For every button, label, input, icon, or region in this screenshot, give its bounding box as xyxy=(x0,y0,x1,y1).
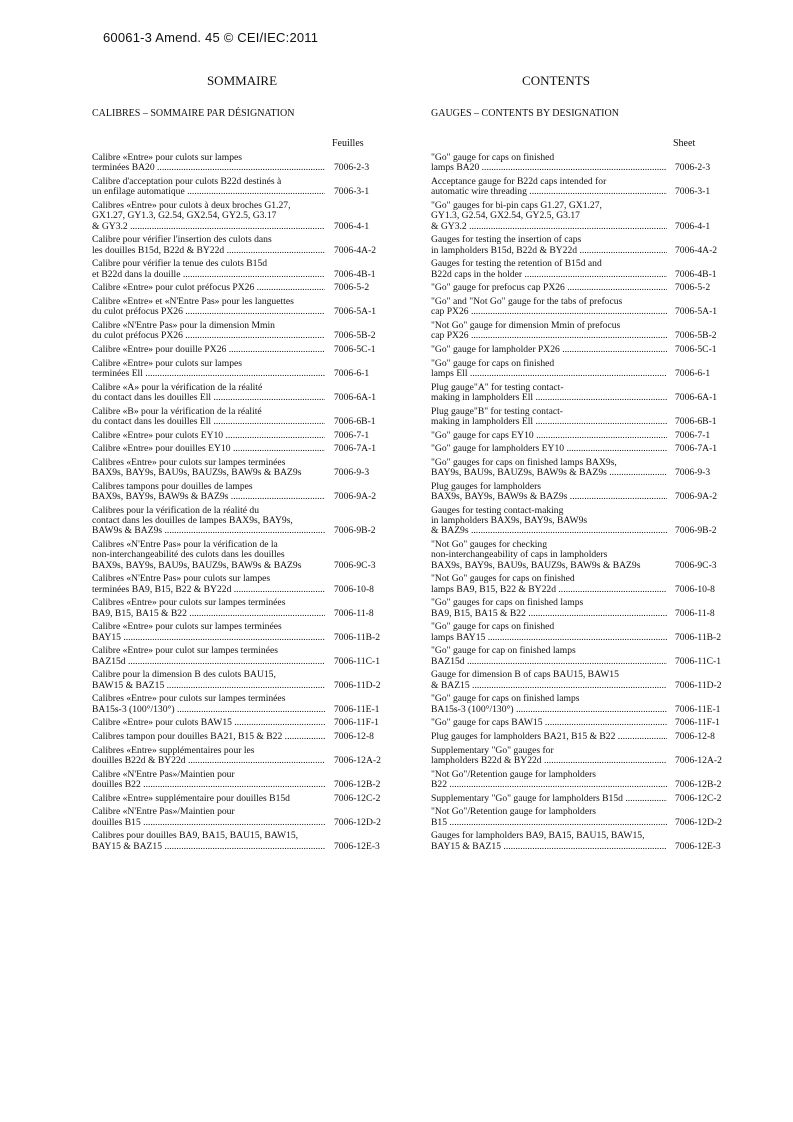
sheet-number: 7006-6B-1 xyxy=(334,415,376,427)
french-contents-list xyxy=(92,153,392,855)
entry-title-line: douilles B15 ..... xyxy=(92,818,325,828)
entry-title-line: in lampholders B15d, B22d & BY22d ..... xyxy=(431,246,667,256)
entry-title-line: GY1.3, G2.54, GX2.54, GY2.5, G3.17 xyxy=(431,211,580,222)
toc-entry[interactable] xyxy=(431,770,741,791)
entry-title-line: non-interchangeabilité des culots dans les douilles xyxy=(92,550,285,561)
entry-title-line: du contact dans les douilles Ell ..... xyxy=(92,393,325,403)
entry-title-line: Calibre «Entre» pour culots sur lampes terminées xyxy=(92,622,282,633)
sheet-number: 7006-5-2 xyxy=(334,282,370,294)
entry-title-line: Plug gauges for lampholders xyxy=(431,481,542,492)
toc-entry[interactable] xyxy=(92,345,392,355)
entry-title-line: Calibres pour douilles BA9, BA15, BAU15, BAW15, xyxy=(92,831,299,842)
entry-title-line: B22d caps in the holder ..... xyxy=(431,270,667,280)
sheet-number: 7006-11B-2 xyxy=(334,631,381,643)
entry-title-line: Plug gauges for lampholders BA21, B15 & B22 ..... xyxy=(431,732,667,742)
entry-title-line: BAZ15d ..... xyxy=(431,657,667,667)
entry-title-line: "Go" gauges for bi-pin caps G1.27, GX1.27, xyxy=(431,200,602,211)
sheet-number: 7006-11E-1 xyxy=(334,703,380,715)
entry-title-line: BAY9s, BAU9s, BAUZ9s, BAW9s & BAZ9s ..... xyxy=(431,468,667,478)
entry-title-line: Calibre «Entre» supplémentaire pour douilles B15d xyxy=(92,793,290,804)
sheet-number: 7006-4B-1 xyxy=(675,268,717,280)
sheet-number: 7006-11-8 xyxy=(334,607,374,619)
toc-entry[interactable] xyxy=(92,506,392,537)
toc-entry[interactable] xyxy=(431,831,741,852)
toc-entry[interactable] xyxy=(92,383,392,404)
sheet-number: 7006-12-8 xyxy=(334,731,374,743)
sheet-number: 7006-11C-1 xyxy=(675,655,722,667)
entry-title-line: cap PX26 ..... xyxy=(431,307,667,317)
entry-title-line: "Go" gauge for cap on finished lamps xyxy=(431,646,576,657)
entry-title-line: Calibres «Entre» pour culots sur lampes terminées xyxy=(92,598,286,609)
entry-title-line: Acceptance gauge for B22d caps intended for xyxy=(431,176,607,187)
entry-title-line: BAY15 & BAZ15 ..... xyxy=(431,842,667,852)
entry-title-line: BAZ15d ..... xyxy=(92,657,325,667)
sheet-number: 7006-9A-2 xyxy=(334,491,377,503)
entry-title-line: lamps BAY15 ..... xyxy=(431,633,667,643)
toc-entry[interactable] xyxy=(431,646,741,667)
sheet-number: 7006-11C-1 xyxy=(334,655,381,667)
entry-title-line: Calibre «Entre» pour culot sur lampes terminées xyxy=(92,646,278,657)
entry-title-line: cap PX26 ..... xyxy=(431,331,667,341)
entry-title-line: BAX9s, BAY9s, BAU9s, BAUZ9s, BAW9s & BAZ9s xyxy=(92,560,302,571)
sheet-number: 7006-4A-2 xyxy=(675,244,718,256)
toc-entry[interactable] xyxy=(92,732,392,742)
sheet-number: 7006-3-1 xyxy=(334,186,370,198)
entry-title-line: "Go" gauge for caps BAW15 ..... xyxy=(431,718,667,728)
entry-title-line: Calibre pour vérifier la tenue des culots B15d xyxy=(92,259,268,270)
sheet-number: 7006-11E-1 xyxy=(675,703,721,715)
entry-title-line: Calibres «N'Entre Pas» pour culots sur lampes xyxy=(92,574,271,585)
sheet-number: 7006-6A-1 xyxy=(675,391,718,403)
entry-title-line: Supplementary "Go" gauges for xyxy=(431,745,554,756)
entry-title-line: douilles B22 ..... xyxy=(92,780,325,790)
entry-title-line: "Go" gauge for caps on finished xyxy=(431,153,555,163)
sheet-number: 7006-11D-2 xyxy=(675,679,722,691)
entry-title-line: Calibre «Entre» pour culots sur lampes xyxy=(92,358,243,369)
entry-title-line: BAX9s, BAY9s, BAW9s & BAZ9s ..... xyxy=(92,492,325,502)
sheet-number: 7006-7-1 xyxy=(675,429,711,441)
entry-title-line: terminées BA20 ..... xyxy=(92,163,325,173)
entry-title-line: Calibre «Entre» pour culots EY10 ..... xyxy=(92,431,325,441)
sheet-number: 7006-10-8 xyxy=(675,583,715,595)
sheet-number: 7006-12D-2 xyxy=(334,816,381,828)
toc-entry[interactable] xyxy=(92,321,392,342)
entry-title-line: BAW15 & BAZ15 ..... xyxy=(92,681,325,691)
toc-entry[interactable] xyxy=(431,407,741,428)
entry-title-line: terminées Ell ..... xyxy=(92,369,325,379)
entry-title-line: du contact dans les douilles Ell ..... xyxy=(92,417,325,427)
entry-title-line: automatic wire threading ..... xyxy=(431,187,667,197)
entry-title-line: Calibre «N'Entre Pas»/Maintien pour xyxy=(92,769,235,780)
entry-title-line: BAX9s, BAY9s, BAU9s, BAUZ9s, BAW9s & BAZ9s xyxy=(92,468,302,479)
toc-entry[interactable] xyxy=(431,746,741,767)
entry-title-line: un enfilage automatique ..... xyxy=(92,187,325,197)
toc-entry[interactable] xyxy=(431,321,741,342)
sheet-number: 7006-11F-1 xyxy=(334,717,379,729)
sheet-number: 7006-12C-2 xyxy=(675,792,722,804)
toc-entry[interactable] xyxy=(431,506,741,537)
sheet-number: 7006-9B-2 xyxy=(334,525,376,537)
toc-entry[interactable] xyxy=(431,794,741,804)
entry-title-line: & GY3.2 ..... xyxy=(92,222,325,232)
entry-title-line: & BAZ15 ..... xyxy=(431,681,667,691)
sheet-number: 7006-11-8 xyxy=(675,607,715,619)
sheet-number: 7006-9-3 xyxy=(675,467,711,479)
sheet-number: 7006-3-1 xyxy=(675,186,711,198)
entry-title-line: BA9, B15, BA15 & B22 ..... xyxy=(92,609,325,619)
sheet-number: 7006-5C-1 xyxy=(334,343,376,355)
entry-title-line: making in lampholders Ell ..... xyxy=(431,417,667,427)
toc-entry[interactable] xyxy=(92,694,392,715)
sheet-number: 7006-11D-2 xyxy=(334,679,381,691)
entry-title-line: Calibres tampon pour douilles BA21, B15 & B22 ..... xyxy=(92,732,325,742)
entry-title-line: Calibre «Entre» pour culot préfocus PX26 ..... xyxy=(92,283,325,293)
entry-title-line: Calibre «A» pour la vérification de la réalité xyxy=(92,382,263,393)
entry-title-line: "Go" gauge for caps on finished lamps xyxy=(431,694,580,705)
entry-title-line: lamps Ell ..... xyxy=(431,369,667,379)
french-subtitle: CALIBRES – SOMMAIRE PAR DÉSIGNATION xyxy=(92,108,295,119)
toc-entry[interactable] xyxy=(431,235,741,256)
entry-title-line: lampholders B22d & BY22d ..... xyxy=(431,756,667,766)
toc-entry[interactable] xyxy=(431,431,741,441)
sheet-number: 7006-4A-2 xyxy=(334,244,377,256)
entry-title-line: Calibres tampons pour douilles de lampes xyxy=(92,481,253,492)
toc-entry[interactable] xyxy=(92,622,392,643)
toc-entry[interactable] xyxy=(92,746,392,767)
entry-title-line: et B22d dans la douille ..... xyxy=(92,270,325,280)
entry-title-line: BAX9s, BAY9s, BAW9s & BAZ9s ..... xyxy=(431,492,667,502)
entry-title-line: "Not Go" gauge for dimension Mmin of prefocus xyxy=(431,320,621,331)
toc-entry[interactable] xyxy=(431,297,741,318)
sheet-number: 7006-12E-3 xyxy=(334,840,380,852)
sheet-number: 7006-9C-3 xyxy=(675,559,717,571)
toc-entry[interactable] xyxy=(431,458,741,479)
french-column-heading: Feuilles xyxy=(332,138,364,149)
toc-entry[interactable] xyxy=(431,383,741,404)
entry-title-line: Calibre d'acceptation pour culots B22d destinés à xyxy=(92,176,282,187)
toc-entry[interactable] xyxy=(431,345,741,355)
sheet-number: 7006-4-1 xyxy=(334,220,370,232)
entry-title-line: Calibres «N'Entre Pas» pour la vérification de la xyxy=(92,540,278,551)
toc-entry[interactable] xyxy=(92,177,392,198)
entry-title-line: terminées BA9, B15, B22 & BY22d ..... xyxy=(92,585,325,595)
sheet-number: 7006-9A-2 xyxy=(675,491,718,503)
toc-entry[interactable] xyxy=(92,540,392,571)
entry-title-line: Calibre «N'Entre Pas»/Maintien pour xyxy=(92,807,235,818)
entry-title-line: BAY15 & BAZ15 ..... xyxy=(92,842,325,852)
entry-title-line: "Go" gauges for caps on finished lamps xyxy=(431,598,584,609)
sheet-number: 7006-6A-1 xyxy=(334,391,377,403)
sheet-number: 7006-9B-2 xyxy=(675,525,717,537)
document-header: 60061-3 Amend. 45 © CEI/IEC:2011 xyxy=(103,30,319,45)
toc-entry[interactable] xyxy=(431,732,741,742)
sheet-number: 7006-12D-2 xyxy=(675,816,722,828)
sheet-number: 7006-7A-1 xyxy=(675,443,718,455)
sheet-number: 7006-12B-2 xyxy=(334,778,381,790)
entry-title-line: Supplementary "Go" gauge for lampholders B15d ..... xyxy=(431,794,667,804)
toc-entry[interactable] xyxy=(92,153,392,174)
entry-title-line: Gauge for dimension B of caps BAU15, BAW15 xyxy=(431,670,619,681)
entry-title-line: B22 ..... xyxy=(431,780,667,790)
entry-title-line: Plug gauge"B" for testing contact- xyxy=(431,406,563,417)
entry-title-line: B15 ..... xyxy=(431,818,667,828)
toc-entry[interactable] xyxy=(431,670,741,691)
entry-title-line: Calibres «Entre» pour culots à deux broches G1.27, xyxy=(92,200,291,211)
entry-title-line: "Go" gauge for lampholders EY10 ..... xyxy=(431,444,667,454)
entry-title-line: Calibre pour la dimension B des culots BAU15, xyxy=(92,670,276,681)
entry-title-line: "Not Go" gauges for caps on finished xyxy=(431,574,575,585)
sheet-number: 7006-9-3 xyxy=(334,467,370,479)
sheet-number: 7006-12A-2 xyxy=(675,755,722,766)
toc-entry[interactable] xyxy=(431,694,741,715)
entry-title-line: in lampholders BAX9s, BAY9s, BAW9s xyxy=(431,516,588,527)
sheet-number: 7006-4B-1 xyxy=(334,268,376,280)
sheet-number: 7006-2-3 xyxy=(334,162,370,174)
entry-title-line: BA9, B15, BA15 & B22 ..... xyxy=(431,609,667,619)
toc-entry[interactable] xyxy=(431,574,741,595)
toc-entry[interactable] xyxy=(92,259,392,280)
entry-title-line: contact dans les douilles de lampes BAX9s, BAY9s, xyxy=(92,516,293,527)
entry-title-line: Plug gauge"A" for testing contact- xyxy=(431,382,564,393)
entry-title-line: & BAZ9s ..... xyxy=(431,526,667,536)
toc-entry[interactable] xyxy=(92,444,392,454)
entry-title-line: non-interchangeability of caps in lampholders xyxy=(431,550,608,561)
entry-title-line: "Go" gauges for caps on finished lamps BAX9s, xyxy=(431,457,617,468)
entry-title-line: "Go" gauge for caps on finished xyxy=(431,358,555,369)
entry-title-line: Calibres «Entre» pour culots sur lampes terminées xyxy=(92,457,286,468)
toc-entry[interactable] xyxy=(431,718,741,728)
entry-title-line: BAX9s, BAY9s, BAU9s, BAUZ9s, BAW9s & BAZ9s xyxy=(431,560,641,571)
entry-title-line: "Go" and "Not Go" gauge for the tabs of prefocus xyxy=(431,296,623,307)
entry-title-line: Calibre «N'Entre Pas» pour la dimension Mmin xyxy=(92,320,275,331)
entry-title-line: du culot préfocus PX26 ..... xyxy=(92,307,325,317)
toc-entry[interactable] xyxy=(431,359,741,380)
toc-entry[interactable] xyxy=(92,831,392,852)
entry-title-line: Calibre «Entre» pour douilles EY10 ..... xyxy=(92,444,325,454)
sheet-number: 7006-5C-1 xyxy=(675,343,717,355)
sheet-number: 7006-12B-2 xyxy=(675,778,722,790)
entry-title-line: Calibre «Entre» et «N'Entre Pas» pour les languettes xyxy=(92,296,294,307)
sheet-number: 7006-5B-2 xyxy=(334,330,376,342)
entry-title-line: BA15s-3 (100°/130°) ..... xyxy=(431,705,667,715)
toc-entry[interactable] xyxy=(92,794,392,804)
sheet-number: 7006-11B-2 xyxy=(675,631,722,643)
toc-entry[interactable] xyxy=(92,598,392,619)
toc-entry[interactable] xyxy=(431,444,741,454)
toc-entry[interactable] xyxy=(431,622,741,643)
entry-title-line: Calibre «Entre» pour culots sur lampes xyxy=(92,153,243,163)
sheet-number: 7006-5A-1 xyxy=(675,306,718,318)
toc-entry[interactable] xyxy=(92,458,392,479)
entry-title-line: & GY3.2 ..... xyxy=(431,222,667,232)
french-title: SOMMAIRE xyxy=(206,73,278,88)
english-subtitle: GAUGES – CONTENTS BY DESIGNATION xyxy=(431,108,619,119)
toc-entry[interactable] xyxy=(431,259,741,280)
toc-entry[interactable] xyxy=(431,482,741,503)
entry-title-line: "Go" gauge for prefocus cap PX26 ..... xyxy=(431,283,667,293)
toc-entry[interactable] xyxy=(92,670,392,691)
entry-title-line: "Not Go" gauges for checking xyxy=(431,540,547,551)
toc-entry[interactable] xyxy=(431,283,741,293)
english-column-heading: Sheet xyxy=(673,138,696,149)
entry-title-line: "Not Go"/Retention gauge for lampholders xyxy=(431,769,597,780)
entry-title-line: BA15s-3 (100°/130°) ..... xyxy=(92,705,325,715)
sheet-number: 7006-5-2 xyxy=(675,282,711,294)
sheet-number: 7006-12E-3 xyxy=(675,840,721,852)
entry-title-line: Calibre «Entre» pour culots BAW15 ..... xyxy=(92,718,325,728)
sheet-number: 7006-6-1 xyxy=(334,367,370,379)
toc-entry[interactable] xyxy=(431,201,741,232)
toc-entry[interactable] xyxy=(92,235,392,256)
toc-entry[interactable] xyxy=(92,718,392,728)
entry-title-line: lamps BA9, B15, B22 & BY22d ..... xyxy=(431,585,667,595)
entry-title-line: du culot préfocus PX26 ..... xyxy=(92,331,325,341)
sheet-number: 7006-12C-2 xyxy=(334,792,381,804)
toc-entry[interactable] xyxy=(92,431,392,441)
english-title: CONTENTS xyxy=(522,73,590,88)
entry-title-line: Calibre «B» pour la vérification de la réalité xyxy=(92,406,262,417)
entry-title-line: making in lampholders Ell ..... xyxy=(431,393,667,403)
sheet-number: 7006-6B-1 xyxy=(675,415,717,427)
toc-entry[interactable] xyxy=(92,359,392,380)
sheet-number: 7006-5A-1 xyxy=(334,306,377,318)
sheet-number: 7006-12A-2 xyxy=(334,755,381,766)
toc-entry[interactable] xyxy=(92,201,392,232)
entry-title-line: "Go" gauge for lampholder PX26 ..... xyxy=(431,345,667,355)
sheet-number: 7006-7A-1 xyxy=(334,443,377,455)
entry-title-line: lamps BA20 ..... xyxy=(431,163,667,173)
entry-title-line: Calibre «Entre» pour douille PX26 ..... xyxy=(92,345,325,355)
toc-entry[interactable] xyxy=(431,807,741,828)
toc-entry[interactable] xyxy=(92,407,392,428)
entry-title-line: Gauges for testing the retention of B15d and xyxy=(431,259,602,270)
sheet-number: 7006-2-3 xyxy=(675,162,711,174)
entry-title-line: Calibres pour la vérification de la réalité du xyxy=(92,505,260,516)
toc-entry[interactable] xyxy=(431,153,741,174)
entry-title-line: Calibre pour vérifier l'insertion des culots dans xyxy=(92,235,272,246)
sheet-number: 7006-6-1 xyxy=(675,367,711,379)
toc-entry[interactable] xyxy=(431,177,741,198)
sheet-number: 7006-7-1 xyxy=(334,429,370,441)
toc-entry[interactable] xyxy=(92,770,392,791)
entry-title-line: BAW9s & BAZ9s ..... xyxy=(92,526,325,536)
sheet-number: 7006-9C-3 xyxy=(334,559,376,571)
sheet-number: 7006-4-1 xyxy=(675,220,711,232)
toc-entry[interactable] xyxy=(92,283,392,293)
entry-title-line: Calibres «Entre» pour culots sur lampes terminées xyxy=(92,694,286,705)
entry-title-line: "Go" gauge for caps on finished xyxy=(431,622,555,633)
toc-entry[interactable] xyxy=(92,574,392,595)
entry-title-line: GX1.27, GY1.3, G2.54, GX2.54, GY2.5, G3.17 xyxy=(92,211,277,222)
toc-entry[interactable] xyxy=(92,482,392,503)
english-contents-list xyxy=(431,153,741,855)
entry-title-line: Calibres «Entre» supplémentaires pour les xyxy=(92,745,255,756)
toc-entry[interactable] xyxy=(92,297,392,318)
toc-entry[interactable] xyxy=(431,540,741,571)
sheet-number: 7006-5B-2 xyxy=(675,330,717,342)
entry-title-line: Gauges for lampholders BA9, BA15, BAU15, BAW15, xyxy=(431,831,645,842)
entry-title-line: "Not Go"/Retention gauge for lampholders xyxy=(431,807,597,818)
entry-title-line: Gauges for testing contact-making xyxy=(431,505,564,516)
toc-entry[interactable] xyxy=(92,646,392,667)
entry-title-line: Gauges for testing the insertion of caps xyxy=(431,235,582,246)
toc-entry[interactable] xyxy=(431,598,741,619)
sheet-number: 7006-12-8 xyxy=(675,731,715,743)
sheet-number: 7006-10-8 xyxy=(334,583,374,595)
entry-title-line: les douilles B15d, B22d & BY22d ..... xyxy=(92,246,325,256)
sheet-number: 7006-11F-1 xyxy=(675,717,720,729)
toc-entry[interactable] xyxy=(92,807,392,828)
entry-title-line: douilles B22d & BY22d ..... xyxy=(92,756,325,766)
entry-title-line: "Go" gauge for caps EY10 ..... xyxy=(431,431,667,441)
entry-title-line: BAY15 ..... xyxy=(92,633,325,643)
